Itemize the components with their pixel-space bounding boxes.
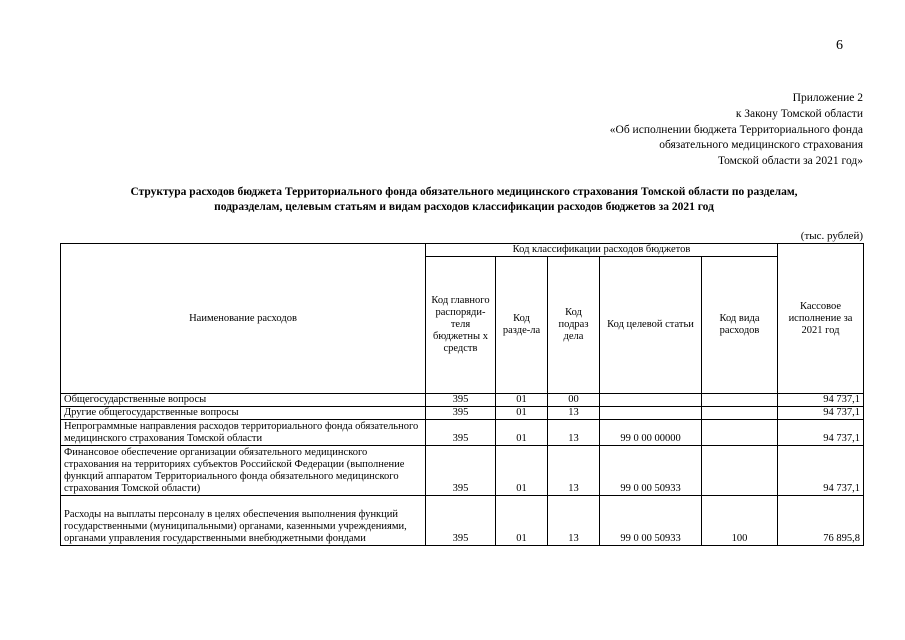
row-target-code [600, 407, 702, 420]
row-admin-code: 395 [426, 394, 496, 407]
row-name: Другие общегосударственные вопросы [61, 407, 426, 420]
appendix-line: к Закону Томской области [735, 107, 863, 120]
header-expense-type-code: Код вида расходов [702, 257, 778, 394]
page-number: 6 [836, 38, 843, 53]
row-section-code: 01 [496, 394, 548, 407]
row-expense-type [702, 407, 778, 420]
header-admin-code: Код главного распоряди-теля бюджетны х средств [426, 257, 496, 394]
row-subsection-code: 13 [548, 496, 600, 546]
row-admin-code: 395 [426, 446, 496, 496]
row-amount: 94 737,1 [778, 394, 864, 407]
document-title [64, 185, 864, 215]
row-section-code: 01 [496, 496, 548, 546]
row-target-code: 99 0 00 50933 [600, 446, 702, 496]
row-target-code [600, 394, 702, 407]
appendix-line: обязательного медицинского страхования [659, 139, 863, 152]
row-expense-type [702, 446, 778, 496]
appendix-line: Приложение 2 [792, 92, 863, 104]
table-row [61, 407, 864, 420]
row-admin-code: 395 [426, 407, 496, 420]
row-section-code: 01 [496, 420, 548, 446]
row-expense-type: 100 [702, 496, 778, 546]
row-name: Расходы на выплаты персоналу в целях обеспечения выполнения функций государственными (муниципальными) органами, казенными учреждениями, органами управления государственными внебюджетными фондами [61, 496, 426, 546]
row-target-code: 99 0 00 50933 [600, 496, 702, 546]
row-target-code: 99 0 00 00000 [600, 420, 702, 446]
appendix-line: «Об исполнении бюджета Территориального фонда [609, 123, 863, 136]
row-subsection-code: 13 [548, 407, 600, 420]
row-amount: 94 737,1 [778, 420, 864, 446]
row-name: Финансовое обеспечение организации обязательного медицинского страхования на территориях субъектов Российской Федерации (выполнение функций аппаратом Территориального фонда обязательного медицинского страхования Томской области) [61, 446, 426, 496]
title-line: подразделам, целевым статьям и видам расходов классификации расходов бюджетов за 2021 год [214, 201, 714, 213]
appendix-line: Томской области за 2021 год» [717, 155, 863, 168]
table-row [61, 420, 864, 446]
row-section-code: 01 [496, 407, 548, 420]
row-subsection-code: 13 [548, 420, 600, 446]
appendix-header [610, 91, 863, 170]
row-section-code: 01 [496, 446, 548, 496]
header-name: Наименование расходов [61, 244, 426, 394]
table-row [61, 496, 864, 546]
row-admin-code: 395 [426, 420, 496, 446]
row-amount: 76 895,8 [778, 496, 864, 546]
units-label: (тыс. рублей) [800, 230, 863, 242]
budget-table [60, 243, 864, 546]
row-amount: 94 737,1 [778, 407, 864, 420]
row-expense-type [702, 394, 778, 407]
table-row [61, 446, 864, 496]
row-amount: 94 737,1 [778, 446, 864, 496]
row-admin-code: 395 [426, 496, 496, 546]
table-row [61, 394, 864, 407]
header-section-code: Код разде-ла [496, 257, 548, 394]
header-target-code: Код целевой статьи [600, 257, 702, 394]
row-subsection-code: 00 [548, 394, 600, 407]
header-execution: Кассовое исполнение за 2021 год [778, 244, 864, 394]
row-name: Непрограммные направления расходов территориального фонда обязательного медицинского страхования Томской области [61, 420, 426, 446]
header-subsection-code: Код подраз дела [548, 257, 600, 394]
row-expense-type [702, 420, 778, 446]
row-subsection-code: 13 [548, 446, 600, 496]
header-classification: Код классификации расходов бюджетов [426, 244, 778, 257]
row-name: Общегосударственные вопросы [61, 394, 426, 407]
title-line: Структура расходов бюджета Территориального фонда обязательного медицинского страхования Томской области по разделам, [130, 186, 798, 198]
